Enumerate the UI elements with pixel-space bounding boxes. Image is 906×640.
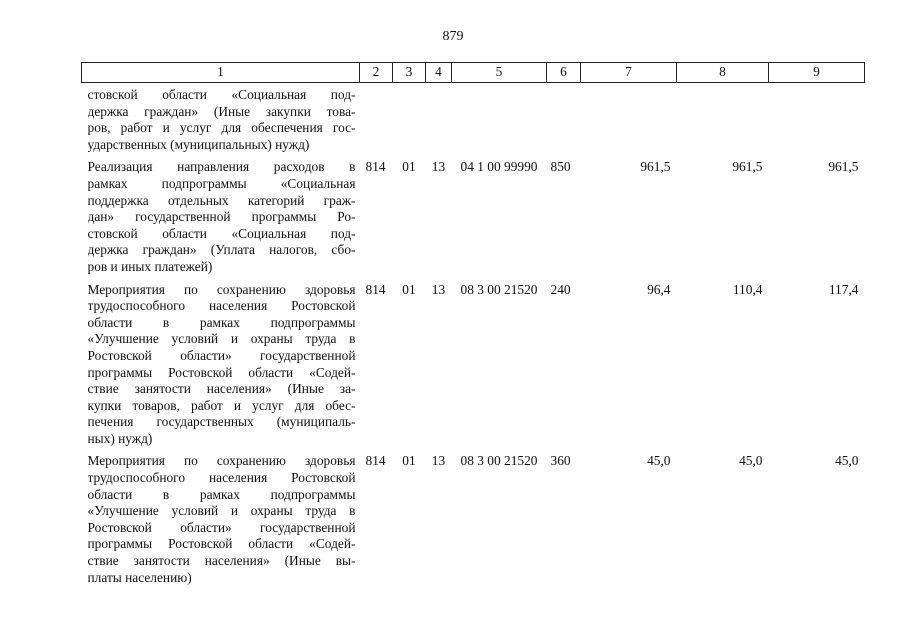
cell-section-code: 01 (402, 159, 416, 175)
cell-expense-name (82, 153, 360, 275)
expense-name-line: трудоспособного населения Ростовской (87, 470, 356, 486)
expense-name-line: стовской области «Социальная под- (87, 225, 356, 241)
table-body (82, 83, 865, 587)
expense-name-line: Ростовской области» государственной (87, 347, 356, 363)
expense-name-line: области в рамках подпрограммы (87, 486, 356, 502)
cell-subsection-code: 13 (431, 453, 446, 469)
cell-amount-year-2: 45,0 (739, 453, 763, 469)
cell-amount-year-3: 45,0 (835, 453, 859, 469)
expense-name-line: Реализация направления расходов в (87, 159, 356, 175)
expense-name-line: купки товаров, работ и услуг для обес- (87, 397, 356, 413)
cell-amount-year-1: 45,0 (647, 453, 671, 469)
column-header-9: 9 (769, 63, 865, 83)
expense-name-line: «Улучшение условий и охраны труда в (87, 331, 356, 347)
expense-name-line: ров и иных платежей) (87, 258, 213, 274)
column-header-8: 8 (677, 63, 769, 83)
cell-amount-year-2: 110,4 (732, 281, 763, 297)
expense-name-line: рамках подпрограммы «Социальная (87, 175, 356, 191)
cell-ministry-code: 814 (365, 281, 386, 297)
cell-target-article-code: 08 3 00 21520 (460, 453, 538, 469)
expense-name-line: дан» государственной программы Ро- (87, 209, 356, 225)
expense-name-line: ударственных (муниципальных) нужд) (87, 136, 310, 152)
expense-name-line: держка граждан» (Иные закупки това- (87, 103, 356, 119)
expense-name-line: ных) нужд) (87, 430, 153, 446)
page-number: 879 (442, 29, 464, 44)
cell-expense-type-code: 850 (550, 159, 571, 175)
cell-expense-type-code: 240 (550, 281, 571, 297)
expense-name-line: области в рамках подпрограммы (87, 314, 356, 330)
cell-expense-type-code (547, 83, 581, 154)
cell-expense-type-code: 360 (550, 453, 571, 469)
column-header-3: 3 (393, 63, 426, 83)
cell-section-code: 01 (402, 281, 416, 297)
expense-name-line: печения государственных (муниципаль- (87, 414, 356, 430)
expense-name-line: Мероприятия по сохранению здоровья (87, 281, 356, 297)
cell-target-article-code (452, 83, 547, 154)
cell-ministry-code: 814 (365, 453, 386, 469)
table-row (82, 153, 865, 275)
expense-name-line: «Улучшение условий и охраны труда в (87, 503, 356, 519)
table-row (82, 447, 865, 586)
cell-amount-year-3 (769, 83, 865, 154)
cell-subsection-code: 13 (431, 281, 446, 297)
cell-expense-name (82, 447, 360, 586)
column-header-4: 4 (426, 63, 452, 83)
cell-expense-name (82, 276, 360, 448)
column-header-5: 5 (452, 63, 547, 83)
expense-name-line: Мероприятия по сохранению здоровья (87, 453, 356, 469)
cell-section-code (393, 83, 426, 154)
column-header-1: 1 (82, 63, 360, 83)
expense-name-line: поддержка отдельных категорий граж- (87, 192, 356, 208)
column-header-6: 6 (547, 63, 581, 83)
table-row (82, 83, 865, 154)
cell-amount-year-1: 961,5 (640, 159, 671, 175)
expense-name-line: Ростовской области» государственной (87, 519, 356, 535)
cell-amount-year-1: 96,4 (647, 281, 671, 297)
cell-expense-name (82, 83, 360, 154)
cell-target-article-code: 08 3 00 21520 (460, 281, 538, 297)
cell-ministry-code (360, 83, 393, 154)
cell-target-article-code: 04 1 00 99990 (460, 159, 538, 175)
cell-amount-year-2 (677, 83, 769, 154)
cell-amount-year-1 (581, 83, 677, 154)
cell-subsection-code (426, 83, 452, 154)
expense-name-line: ствие занятости населения» (Иные вы- (87, 553, 356, 569)
expense-name-line: ствие занятости населения» (Иные за- (87, 381, 356, 397)
expense-name-line: ров, работ и услуг для обеспечения гос- (87, 120, 356, 136)
expense-name-line: трудоспособного населения Ростовской (87, 298, 356, 314)
cell-section-code: 01 (402, 453, 416, 469)
column-header-7: 7 (581, 63, 677, 83)
cell-amount-year-3: 117,4 (828, 281, 859, 297)
cell-amount-year-3: 961,5 (828, 159, 859, 175)
cell-ministry-code: 814 (365, 159, 386, 175)
cell-subsection-code: 13 (431, 159, 446, 175)
table-header-row (82, 63, 865, 83)
expense-name-line: программы Ростовской области «Содей- (87, 536, 356, 552)
column-header-2: 2 (360, 63, 393, 83)
budget-table (81, 62, 865, 586)
cell-amount-year-2: 961,5 (732, 159, 763, 175)
expense-name-line: стовской области «Социальная под- (87, 87, 356, 102)
expense-name-line: программы Ростовской области «Содей- (87, 364, 356, 380)
table-row (82, 276, 865, 448)
expense-name-line: держка граждан» (Уплата налогов, сбо- (87, 242, 356, 258)
expense-name-line: платы населению) (87, 569, 192, 585)
